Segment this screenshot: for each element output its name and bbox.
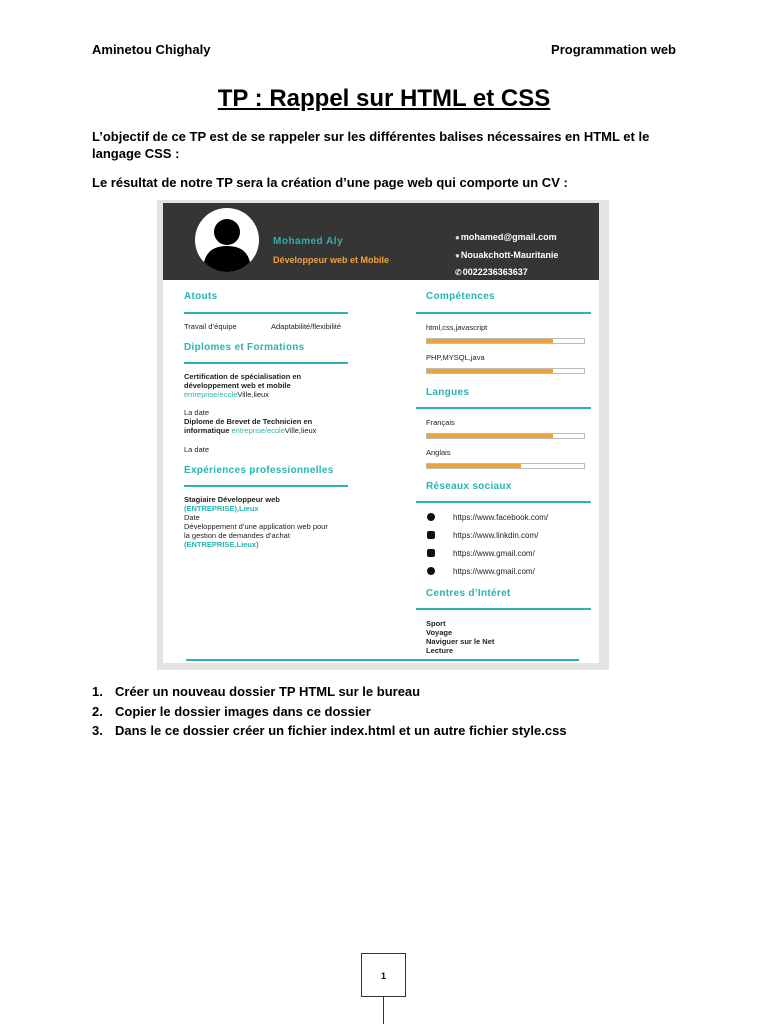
cv-name: Mohamed Aly (273, 236, 344, 247)
section-atouts-title: Atouts (184, 291, 218, 302)
experience-date: Date (184, 513, 200, 522)
instruction-item (92, 682, 567, 702)
experience-entry (184, 495, 328, 549)
diploma-entry-1 (184, 372, 301, 399)
instruction-text: Créer un nouveau dossier TP HTML sur le bureau (115, 684, 421, 699)
cv-footer-divider (186, 659, 579, 661)
section-reseaux-title: Réseaux sociaux (426, 481, 512, 492)
linkedin-icon (427, 531, 435, 539)
instruction-number: 1. (92, 684, 103, 699)
language-label: Anglais (426, 448, 451, 457)
atout-item: Travail d’équipe (184, 322, 237, 331)
header-course: Programmation web (551, 42, 676, 57)
interest-item: Lecture (426, 646, 454, 655)
section-divider (184, 362, 348, 364)
contact-email (455, 232, 557, 242)
experience-desc-2: la gestion de demandes d’achat (184, 531, 290, 540)
cv-header (163, 203, 599, 280)
experience-desc-1: Développement d’une application web pour (184, 522, 328, 531)
interest-item: Voyage (426, 628, 453, 637)
section-divider (416, 407, 591, 409)
contact-email-text: mohamed@gmail.com (460, 232, 557, 242)
interests-list (426, 619, 494, 655)
diploma-1-date: La date (184, 408, 210, 417)
skill-bar-fill (427, 369, 553, 373)
diploma-1-org: entreprise/ecole (184, 390, 238, 399)
phone-icon: ✆ (455, 268, 462, 277)
diploma-1-title-line2: développement web et mobile (184, 381, 291, 390)
cv-screenshot (157, 200, 609, 670)
avatar (195, 208, 259, 272)
skill-bar-fill (427, 339, 553, 343)
section-diplomes-title: Diplomes et Formations (184, 342, 305, 353)
language-bar-fill (427, 434, 553, 438)
cv-page (163, 203, 599, 663)
interest-item: Naviguer sur le Net (426, 637, 495, 646)
experience-company: (ENTREPRISE),Lieux (184, 504, 259, 513)
skill-label: html,css,javascript (426, 323, 488, 332)
section-divider (184, 485, 348, 487)
diploma-entry-2 (184, 417, 316, 435)
language-label: Français (426, 418, 455, 427)
diploma-2-title-line1: Diplome de Brevet de Technicien en (184, 417, 313, 426)
social-link-facebook[interactable]: https://www.facebook.com/ (453, 513, 549, 522)
section-langues-title: Langues (426, 387, 470, 398)
section-divider (416, 501, 591, 503)
social-link-twitter[interactable]: https://www.gmail.com/ (453, 567, 535, 576)
contact-location (455, 250, 558, 260)
page-title: TP : Rappel sur HTML et CSS (217, 85, 551, 112)
diploma-2-date: La date (184, 445, 210, 454)
twitter-icon (427, 567, 435, 575)
atout-item: Adaptabilité/flexibilité (271, 322, 342, 331)
facebook-icon (427, 513, 435, 521)
skill-bar (426, 368, 585, 374)
experience-company-2: (ENTREPRISE,Lieux) (184, 540, 259, 549)
diploma-2-place: Ville,lieux (284, 426, 317, 435)
instruction-number: 2. (92, 703, 103, 719)
instruction-item (92, 721, 567, 741)
skill-bar (426, 338, 585, 344)
section-divider (416, 312, 591, 314)
contact-location-text: Nouakchott-Mauritanie (460, 250, 559, 260)
social-link-linkedin[interactable]: https://www.linkdin.com/ (453, 531, 539, 540)
instruction-text: Copier le dossier images dans ce dossier (115, 703, 371, 719)
mail-icon: ● (455, 233, 460, 242)
language-bar-fill (427, 464, 521, 468)
instruction-item (92, 702, 567, 722)
diploma-2-org: entreprise/ecole (231, 426, 285, 435)
instruction-number: 3. (92, 723, 103, 738)
section-competences-title: Compétences (426, 291, 495, 302)
experience-role: Stagiaire Développeur web (184, 495, 280, 504)
contact-phone-text: 0022236363637 (462, 267, 528, 277)
header-author: Aminetou Chighaly (92, 42, 211, 57)
skill-label: PHP,MYSQL,java (426, 353, 485, 362)
diploma-2-title-line2: informatique (184, 426, 230, 435)
diploma-1-place: Ville,lieux (237, 390, 269, 399)
language-bar (426, 433, 585, 439)
intro-paragraph-2: Le résultat de notre TP sera la création d’une page web qui comporte un CV : (92, 175, 568, 190)
section-interets-title: Centres d’Intéret (426, 588, 511, 599)
github-icon (427, 549, 435, 557)
contact-phone (455, 267, 528, 277)
section-experiences-title: Expériences professionnelles (184, 465, 334, 476)
social-link-github[interactable]: https://www.gmail.com/ (453, 549, 535, 558)
user-silhouette-icon (195, 208, 259, 272)
interest-item: Sport (426, 619, 446, 628)
instructions-list (92, 682, 567, 741)
page-number: 1 (361, 953, 406, 997)
section-divider (184, 312, 348, 314)
language-bar (426, 463, 585, 469)
diploma-1-title-line1: Certification de spécialisation en (184, 372, 302, 381)
page-number-connector (383, 997, 384, 1024)
section-divider (416, 608, 591, 610)
location-icon: ● (455, 251, 460, 260)
instruction-text: Dans le ce dossier créer un fichier index.html et un autre fichier style.css (115, 723, 567, 738)
intro-paragraph-1: L’objectif de ce TP est de se rappeler sur les différentes balises nécessaires en HTML et le langage CSS : (92, 129, 650, 161)
cv-job-title: Développeur web et Mobile (273, 255, 390, 265)
